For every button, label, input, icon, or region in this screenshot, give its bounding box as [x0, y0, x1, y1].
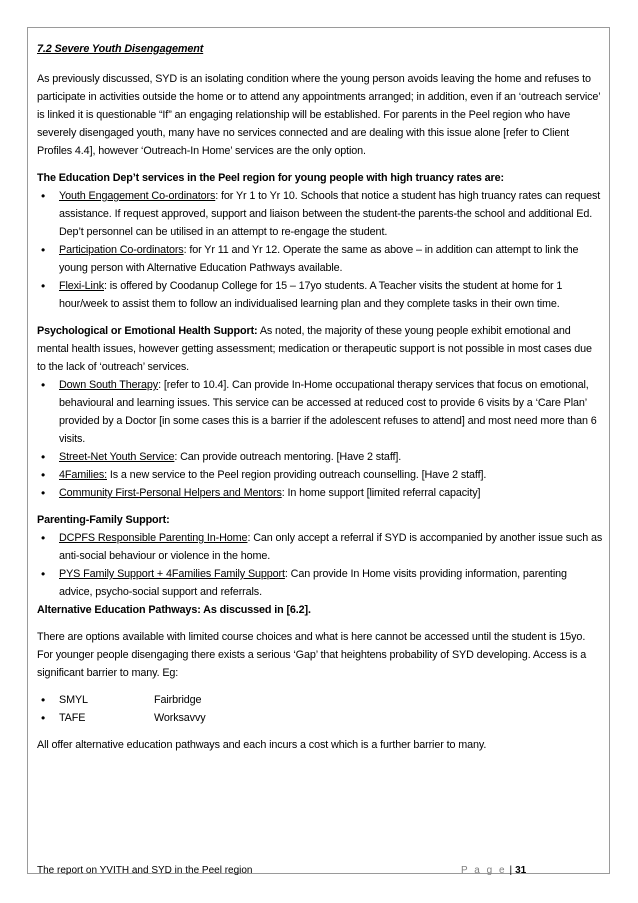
parenting-list: [37, 529, 603, 601]
page-number-block: [461, 864, 526, 878]
psych-list: [37, 376, 603, 502]
document-body: [37, 40, 603, 763]
example-col-a: TAFE: [59, 712, 86, 724]
service-description: : for Yr 11 and Yr 12. Operate the same as above – in addition can attempt to link the young person with Alternative Education Pathways available.: [59, 244, 579, 274]
page-number: 31: [515, 865, 527, 876]
service-link[interactable]: PYS Family Support + 4Families Family Support: [59, 568, 285, 580]
footer-title: The report on YVITH and SYD in the Peel region: [37, 865, 253, 876]
psych-paragraph: [37, 322, 603, 376]
list-item: [37, 709, 603, 727]
page-label: P a g e: [461, 865, 507, 876]
list-item: [37, 691, 603, 709]
service-link[interactable]: Flexi-Link: [59, 280, 104, 292]
service-link[interactable]: Community First-Personal Helpers and Mentors: [59, 487, 282, 499]
list-item: [37, 448, 603, 466]
parenting-title: Parenting-Family Support:: [37, 514, 170, 526]
list-item: [37, 484, 603, 502]
example-col-b: Worksavvy: [154, 712, 206, 724]
service-description: : Can provide outreach mentoring. [Have 2 staff].: [174, 451, 402, 463]
education-title: The Education Dep’t services in the Peel region for young people with high truancy rates are:: [37, 172, 504, 184]
service-description: : In home support [limited referral capacity]: [281, 487, 481, 499]
list-item: [37, 565, 603, 601]
psych-text: As noted, the majority of these young people exhibit emotional and mental health issues, however getting assessment; medication or therapeutic support is not possible in most cases due to the lack of ‘outreach’ services.: [37, 325, 592, 373]
service-link[interactable]: DCPFS Responsible Parenting In-Home: [59, 532, 248, 544]
service-description: : Can only accept a referral if SYD is accompanied by another issue such as anti-social behaviour or violence in the home.: [59, 532, 603, 562]
service-description: : Can provide In Home visits providing information, parenting advice, psycho-social support and referrals.: [59, 568, 567, 598]
list-item: [37, 241, 603, 277]
service-link[interactable]: Street-Net Youth Service: [59, 451, 175, 463]
service-link[interactable]: 4Families:: [59, 469, 107, 481]
education-list: [37, 187, 603, 313]
psych-title: Psychological or Emotional Health Support:: [37, 325, 258, 337]
example-col-a: SMYL: [59, 694, 88, 706]
service-description: : for Yr 1 to Yr 10. Schools that notice a student has high truancy rates can request assistance. If request approved, support and liaison between the student-the parents-the school and additional Ed. Dep’t personnel can be utilised in an attempt to re-engage the student.: [59, 190, 601, 238]
list-item: [37, 376, 603, 448]
service-link[interactable]: Participation Co-ordinators: [59, 244, 184, 256]
alt-education-title: Alternative Education Pathways: As discussed in [6.2].: [37, 604, 311, 616]
service-description: : is offered by Coodanup College for 15 – 17yo students. A Teacher visits the student at home for 1 hour/week to assist them to follow an individualised learning plan and they complete tasks in their own time.: [59, 280, 563, 310]
list-item: [37, 187, 603, 241]
service-description: : [refer to 10.4]. Can provide In-Home occupational therapy services that focus on emotional, behavioural and learning issues. This service can be accessed at reduced cost to provide 6 visits by a ‘Care Plan’ provided by a Doctor [in some cases this is a barrier if the adolescent refuses to attend] and most need more than 6 visits.: [59, 379, 597, 445]
list-item: [37, 466, 603, 484]
example-col-b: Fairbridge: [154, 694, 202, 706]
list-item: [37, 529, 603, 565]
intro-paragraph: As previously discussed, SYD is an isolating condition where the young person avoids leaving the home and refuses to participate in activities outside the home or to attend any appointments arranged; in addition, even if an ‘outreach service’ is linked it is questionable “If” an engaging relationship will be established. For parents in the Peel region who have severely disengaged youth, many have no services connected and are dealing with this issue alone [refer to Client Profiles 4.4], however ‘Outreach-In Home’ services are the only option.: [37, 73, 601, 157]
service-link[interactable]: Youth Engagement Co-ordinators: [59, 190, 216, 202]
service-description: Is a new service to the Peel region providing outreach counselling. [Have 2 staff].: [107, 469, 487, 481]
section-heading: 7.2 Severe Youth Disengagement: [37, 43, 204, 55]
example-list: [37, 691, 603, 727]
service-link[interactable]: Down South Therapy: [59, 379, 159, 391]
list-item: [37, 277, 603, 313]
closing-paragraph: All offer alternative education pathways and each incurs a cost which is a further barrier to many.: [37, 739, 487, 751]
page-separator: |: [509, 865, 513, 876]
alt-education-paragraph: There are options available with limited course choices and what is here cannot be accessed until the student is 15yo. For younger people disengaging there exists a serious ‘Gap’ that heightens probability of SYD developing. Access is a significant barrier to many. Eg:: [37, 631, 587, 679]
